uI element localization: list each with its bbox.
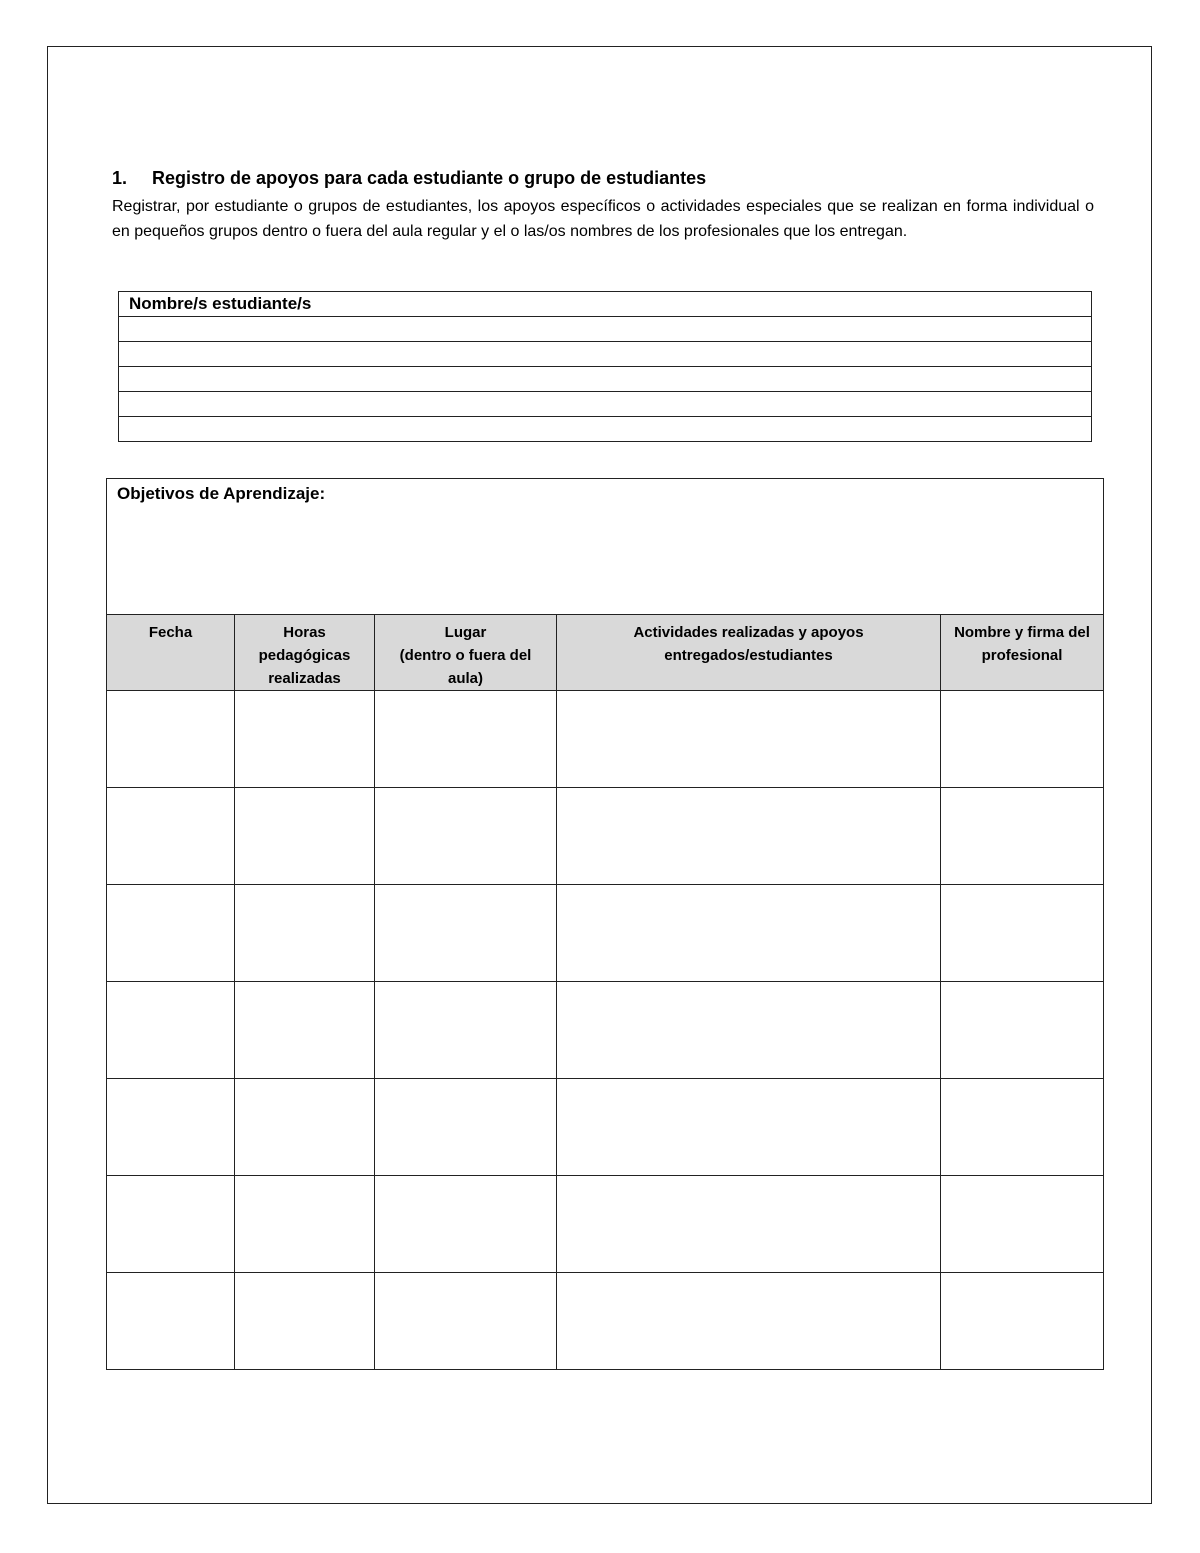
section-description: Registrar, por estudiante o grupos de estudiantes, los apoyos específicos o actividades especiales que se realizan en forma individual o en pequeños grupos dentro o fuera del aula regular y el o las/os nombres de los profesionales que los entregan. bbox=[112, 198, 1094, 240]
student-row bbox=[119, 392, 1092, 417]
column-header-horas: Horas pedagógicas realizadas bbox=[235, 615, 375, 691]
student-name-cell[interactable] bbox=[119, 417, 1092, 442]
column-header-fecha: Fecha bbox=[107, 615, 235, 691]
lugar-cell[interactable] bbox=[375, 691, 557, 788]
student-row bbox=[119, 342, 1092, 367]
horas-cell[interactable] bbox=[235, 1176, 375, 1273]
lugar-cell[interactable] bbox=[375, 885, 557, 982]
column-header-row bbox=[107, 615, 1104, 691]
actividades-cell[interactable] bbox=[557, 1176, 941, 1273]
horas-cell[interactable] bbox=[235, 788, 375, 885]
horas-cell[interactable] bbox=[235, 1273, 375, 1370]
lugar-cell[interactable] bbox=[375, 1273, 557, 1370]
log-entry-row bbox=[107, 1176, 1104, 1273]
fecha-cell[interactable] bbox=[107, 691, 235, 788]
fecha-cell[interactable] bbox=[107, 788, 235, 885]
log-entry-row bbox=[107, 788, 1104, 885]
lugar-cell[interactable] bbox=[375, 788, 557, 885]
student-name-cell[interactable] bbox=[119, 367, 1092, 392]
horas-cell[interactable] bbox=[235, 982, 375, 1079]
log-entry-row bbox=[107, 691, 1104, 788]
nombre-firma-cell[interactable] bbox=[941, 788, 1104, 885]
nombre-firma-cell[interactable] bbox=[941, 1176, 1104, 1273]
actividades-cell[interactable] bbox=[557, 788, 941, 885]
nombre-firma-cell[interactable] bbox=[941, 1079, 1104, 1176]
fecha-cell[interactable] bbox=[107, 982, 235, 1079]
objectives-label: Objetivos de Aprendizaje: bbox=[117, 484, 326, 503]
log-entry-row bbox=[107, 982, 1104, 1079]
section-number: 1. bbox=[112, 168, 128, 188]
objectives-cell[interactable] bbox=[107, 479, 1104, 615]
student-row bbox=[119, 317, 1092, 342]
student-row bbox=[119, 417, 1092, 442]
actividades-cell[interactable] bbox=[557, 1273, 941, 1370]
objectives-row bbox=[107, 479, 1104, 615]
support-log-table bbox=[106, 478, 1104, 1370]
lugar-cell[interactable] bbox=[375, 1176, 557, 1273]
nombre-firma-cell[interactable] bbox=[941, 691, 1104, 788]
actividades-cell[interactable] bbox=[557, 982, 941, 1079]
fecha-cell[interactable] bbox=[107, 885, 235, 982]
log-entry-row bbox=[107, 885, 1104, 982]
nombre-firma-cell[interactable] bbox=[941, 885, 1104, 982]
section-title: Registro de apoyos para cada estudiante o grupo de estudiantes bbox=[152, 168, 707, 188]
log-entry-row bbox=[107, 1079, 1104, 1176]
log-entry-row bbox=[107, 1273, 1104, 1370]
student-name-cell[interactable] bbox=[119, 317, 1092, 342]
column-header-actividades: Actividades realizadas y apoyos entregados/estudiantes bbox=[557, 615, 941, 691]
fecha-cell[interactable] bbox=[107, 1273, 235, 1370]
section-heading bbox=[112, 168, 706, 189]
column-header-nombre-firma: Nombre y firma del profesional bbox=[941, 615, 1104, 691]
student-row bbox=[119, 367, 1092, 392]
fecha-cell[interactable] bbox=[107, 1176, 235, 1273]
fecha-cell[interactable] bbox=[107, 1079, 235, 1176]
nombre-firma-cell[interactable] bbox=[941, 982, 1104, 1079]
actividades-cell[interactable] bbox=[557, 885, 941, 982]
horas-cell[interactable] bbox=[235, 885, 375, 982]
students-header: Nombre/s estudiante/s bbox=[119, 292, 1092, 317]
nombre-firma-cell[interactable] bbox=[941, 1273, 1104, 1370]
horas-cell[interactable] bbox=[235, 691, 375, 788]
actividades-cell[interactable] bbox=[557, 691, 941, 788]
students-table bbox=[118, 291, 1092, 442]
horas-cell[interactable] bbox=[235, 1079, 375, 1176]
student-name-cell[interactable] bbox=[119, 342, 1092, 367]
column-header-lugar: Lugar (dentro o fuera del aula) bbox=[375, 615, 557, 691]
student-name-cell[interactable] bbox=[119, 392, 1092, 417]
lugar-cell[interactable] bbox=[375, 1079, 557, 1176]
students-header-row bbox=[119, 292, 1092, 317]
lugar-cell[interactable] bbox=[375, 982, 557, 1079]
actividades-cell[interactable] bbox=[557, 1079, 941, 1176]
